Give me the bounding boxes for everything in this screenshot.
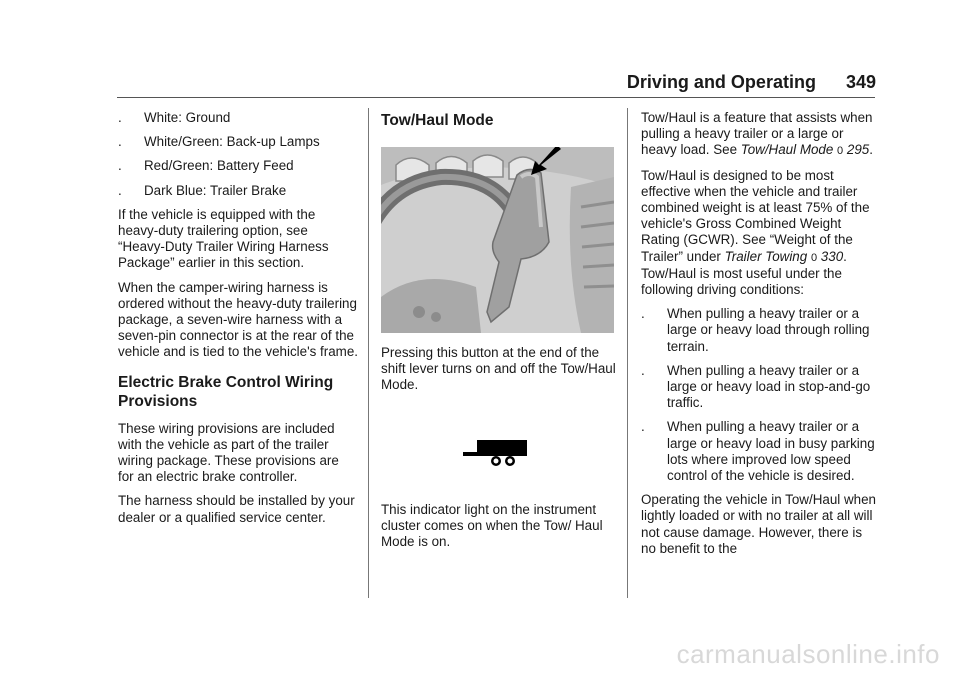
- column-2: [381, 110, 617, 140]
- paragraph: If the vehicle is equipped with the heavy-duty trailering option, see “Heavy-Duty Trailer Wiring Harness Package” earlier in this section.: [118, 206, 329, 271]
- page-header: [0, 72, 876, 93]
- column-1: [118, 110, 358, 534]
- list-item: . Red/Green: Battery Feed: [118, 158, 294, 174]
- column-divider-2: [627, 108, 628, 598]
- list-item: . White: Ground: [118, 110, 231, 125]
- section-heading: Tow/Haul Mode: [381, 112, 494, 129]
- paragraph: These wiring provisions are included with the vehicle as part of the trailer wiring package. These provisions are for an electric brake controller.: [118, 420, 339, 485]
- list-item: . When pulling a heavy trailer or a large or heavy load through rolling terrain.: [641, 306, 870, 354]
- list-item: . When pulling a heavy trailer or a large or heavy load in stop-and-go traffic.: [641, 362, 871, 411]
- column-divider-1: [368, 108, 369, 598]
- paragraph: Tow/Haul is a feature that assists when pulling a heavy trailer or a large or heavy load. See Tow/Haul Mode 0 295.: [641, 110, 873, 158]
- page-reference[interactable]: 295: [846, 142, 870, 158]
- watermark: carmanualsonline.info: [676, 639, 940, 669]
- cross-reference-link[interactable]: Tow/Haul Mode: [740, 142, 834, 158]
- column-3: [641, 110, 877, 565]
- paragraph: The harness should be installed by your dealer or a qualified service center.: [118, 493, 355, 525]
- paragraph: When the camper-wiring harness is ordered without the heavy-duty trailering package, a seven-wire harness with a seven-pin connector is at the rear of the vehicle and is tied to the vehicle's frame.: [118, 279, 358, 360]
- section-heading: Electric Brake Control Wiring Provisions: [118, 373, 334, 410]
- caption-1: Pressing this button at the end of the shift lever turns on and off the Tow/Haul Mode.: [381, 345, 616, 393]
- cross-reference-link[interactable]: Trailer Towing: [724, 248, 808, 264]
- tow-haul-indicator-icon: [463, 440, 529, 468]
- caption-2: This indicator light on the instrument cluster comes on when the Tow/ Haul Mode is on.: [381, 502, 603, 550]
- list-item: . Dark Blue: Trailer Brake: [118, 182, 287, 198]
- paragraph: Tow/Haul is designed to be most effective when the vehicle and trailer combined weight is at least 75% of the vehicle's Gross Combined Weight Rating (GCWR). See “Weight of the Trailer” under Trailer Towing 0 330. Tow/Haul is most useful under the following driving conditions:: [641, 167, 870, 298]
- header-rule: [117, 97, 875, 98]
- shift-lever-illustration: [381, 147, 614, 333]
- page-reference[interactable]: 330: [820, 248, 844, 264]
- list-item: . When pulling a heavy trailer or a large or heavy load in busy parking lots where improved low speed control of the vehicle is desired.: [641, 419, 875, 484]
- paragraph: Operating the vehicle in Tow/Haul when lightly loaded or with no trailer at all will not cause damage. However, there is no benefit to the: [641, 492, 876, 556]
- list-item: . White/Green: Back-up Lamps: [118, 134, 320, 150]
- page-number: 349: [845, 72, 876, 92]
- section-title: Driving and Operating: [626, 72, 816, 92]
